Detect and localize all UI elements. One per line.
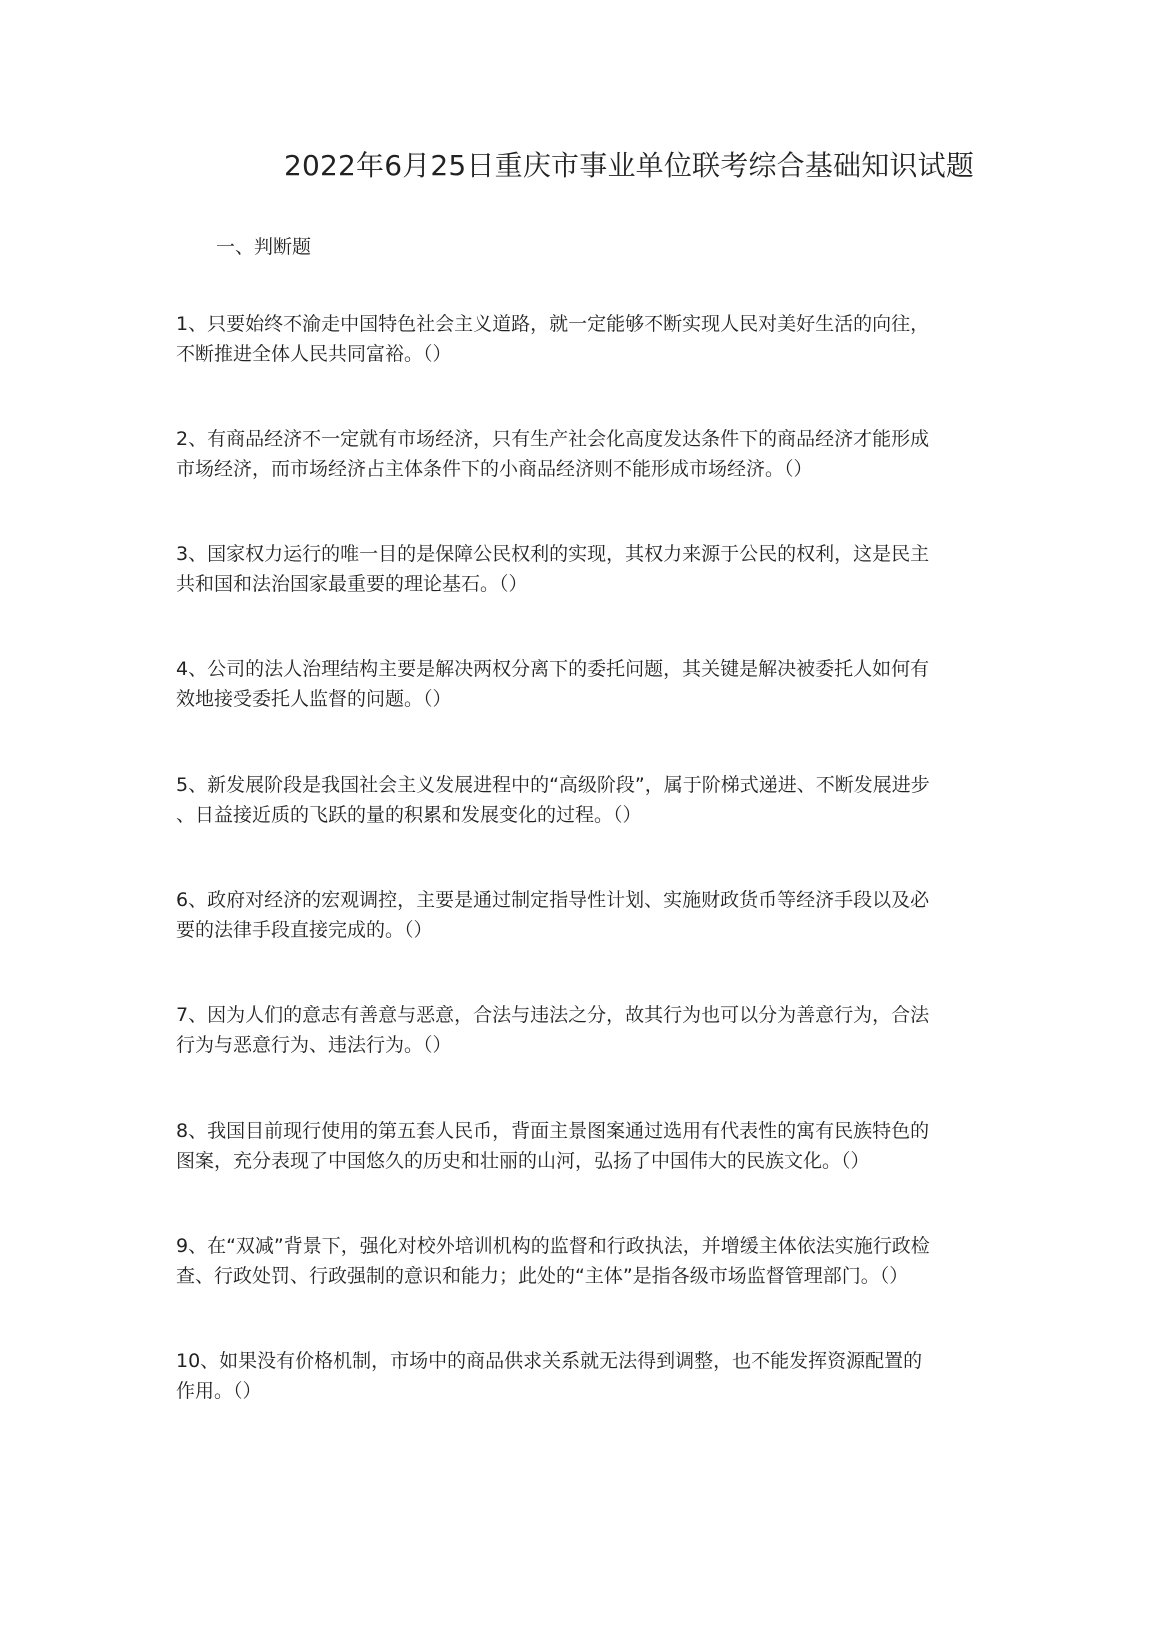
question-item [176, 309, 984, 369]
document-title: 2022年6月25日重庆市事业单位联考综合基础知识试题 [283, 149, 975, 182]
question-line: 不断推进全体人民共同富裕。（） [176, 343, 452, 365]
question-item [176, 1231, 984, 1291]
question-line: 作用。（） [176, 1380, 262, 1402]
question-item [176, 539, 984, 599]
question-item [176, 1116, 984, 1176]
question-line: 7、因为人们的意志有善意与恶意，合法与违法之分，故其行为也可以分为善意行为，合法 [176, 1004, 930, 1026]
question-line: 6、政府对经济的宏观调控，主要是通过制定指导性计划、实施财政货币等经济手段以及必 [176, 889, 930, 911]
question-item [176, 654, 984, 714]
question-line: 9、在“双减”背景下，强化对校外培训机构的监督和行政执法，并增缓主体依法实施行政检 [176, 1235, 930, 1257]
question-line: 、日益接近质的飞跃的量的积累和发展变化的过程。（） [176, 804, 642, 826]
question-line: 3、国家权力运行的唯一目的是保障公民权利的实现，其权力来源于公民的权利，这是民主 [176, 543, 930, 565]
question-line: 市场经济，而市场经济占主体条件下的小商品经济则不能形成市场经济。（） [176, 458, 813, 480]
question-item [176, 1346, 984, 1406]
question-line: 效地接受委托人监督的问题。（） [176, 688, 452, 710]
question-line: 要的法律手段直接完成的。（） [176, 919, 433, 941]
question-line: 共和国和法治国家最重要的理论基石。（） [176, 573, 528, 595]
question-line: 5、新发展阶段是我国社会主义发展进程中的“高级阶段”，属于阶梯式递进、不断发展进步 [176, 774, 930, 796]
question-line: 10、如果没有价格机制，市场中的商品供求关系就无法得到调整，也不能发挥资源配置的 [176, 1350, 923, 1372]
question-line: 1、只要始终不渝走中国特色社会主义道路，就一定能够不断实现人民对美好生活的向往， [176, 313, 930, 335]
question-line: 图案，充分表现了中国悠久的历史和壮丽的山河，弘扬了中国伟大的民族文化。（） [176, 1150, 870, 1172]
section-heading: 一、判断题 [216, 236, 312, 258]
question-item [176, 1000, 984, 1060]
question-item [176, 885, 984, 945]
question-line: 2、有商品经济不一定就有市场经济，只有生产社会化高度发达条件下的商品经济才能形成 [176, 428, 930, 450]
question-line: 查、行政处罚、行政强制的意识和能力；此处的“主体”是指各级市场监督管理部门。（） [176, 1265, 909, 1287]
question-line: 行为与恶意行为、违法行为。（） [176, 1034, 452, 1056]
question-item [176, 424, 984, 484]
question-item [176, 770, 984, 830]
question-line: 4、公司的法人治理结构主要是解决两权分离下的委托问题，其关键是解决被委托人如何有 [176, 658, 930, 680]
question-line: 8、我国目前现行使用的第五套人民币，背面主景图案通过选用有代表性的寓有民族特色的 [176, 1120, 930, 1142]
